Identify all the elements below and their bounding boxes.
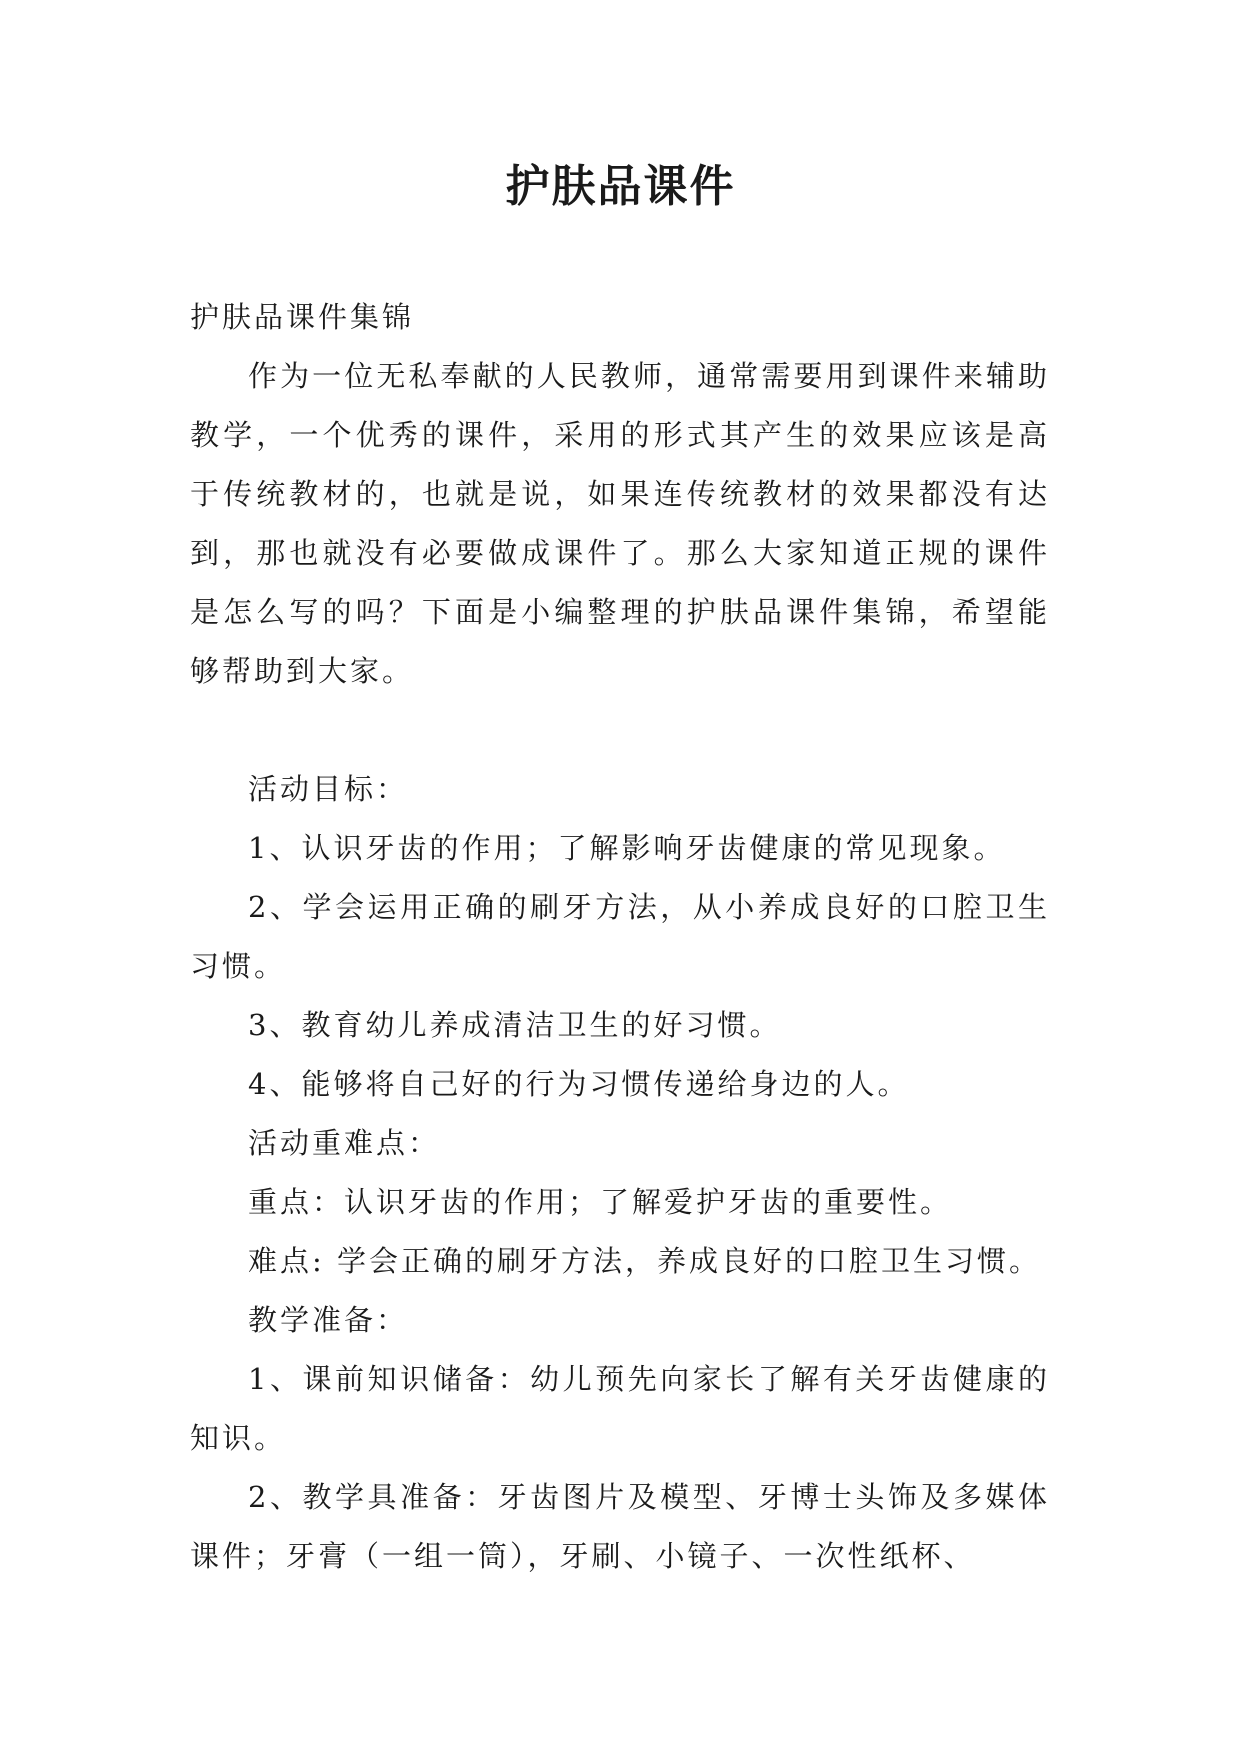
document-body [190, 288, 1050, 1586]
goal-item-2: 2、学会运用正确的刷牙方法，从小养成良好的口腔卫生习惯。 [190, 890, 1050, 983]
goal-item-3: 3、教育幼儿养成清洁卫生的好习惯。 [248, 1008, 782, 1042]
goal-item-1: 1、认识牙齿的作用；了解影响牙齿健康的常见现象。 [248, 831, 1006, 865]
key-points-heading: 活动重难点： [248, 1126, 441, 1160]
key-point: 重点：认识牙齿的作用；了解爱护牙齿的重要性。 [248, 1185, 953, 1219]
document-title: 护肤品课件 [505, 161, 736, 212]
preparation-item-1: 1、课前知识储备：幼儿预先向家长了解有关牙齿健康的知识。 [190, 1362, 1050, 1455]
preparation-heading: 教学准备： [248, 1303, 409, 1337]
document-subtitle: 护肤品课件集锦 [190, 300, 415, 334]
preparation-item-2: 2、教学具准备：牙齿图片及模型、牙博士头饰及多媒体课件；牙膏（一组一筒），牙刷、小镜子、一次性纸杯、 [190, 1480, 1050, 1573]
goal-item-4: 4、能够将自己好的行为习惯传递给身边的人。 [248, 1067, 910, 1101]
goals-heading: 活动目标： [248, 772, 409, 806]
paragraph-spacer [190, 701, 1050, 760]
difficult-point: 难点: 学会正确的刷牙方法，养成良好的口腔卫生习惯。 [248, 1244, 1041, 1278]
intro-paragraph: 作为一位无私奉献的人民教师，通常需要用到课件来辅助教学，一个优秀的课件，采用的形式其产生的效果应该是高于传统教材的，也就是说，如果连传统教材的效果都没有达到，那也就没有必要做成课件了。那么大家知道正规的课件是怎么写的吗？下面是小编整理的护肤品课件集锦，希望能够帮助到大家。 [190, 359, 1050, 688]
